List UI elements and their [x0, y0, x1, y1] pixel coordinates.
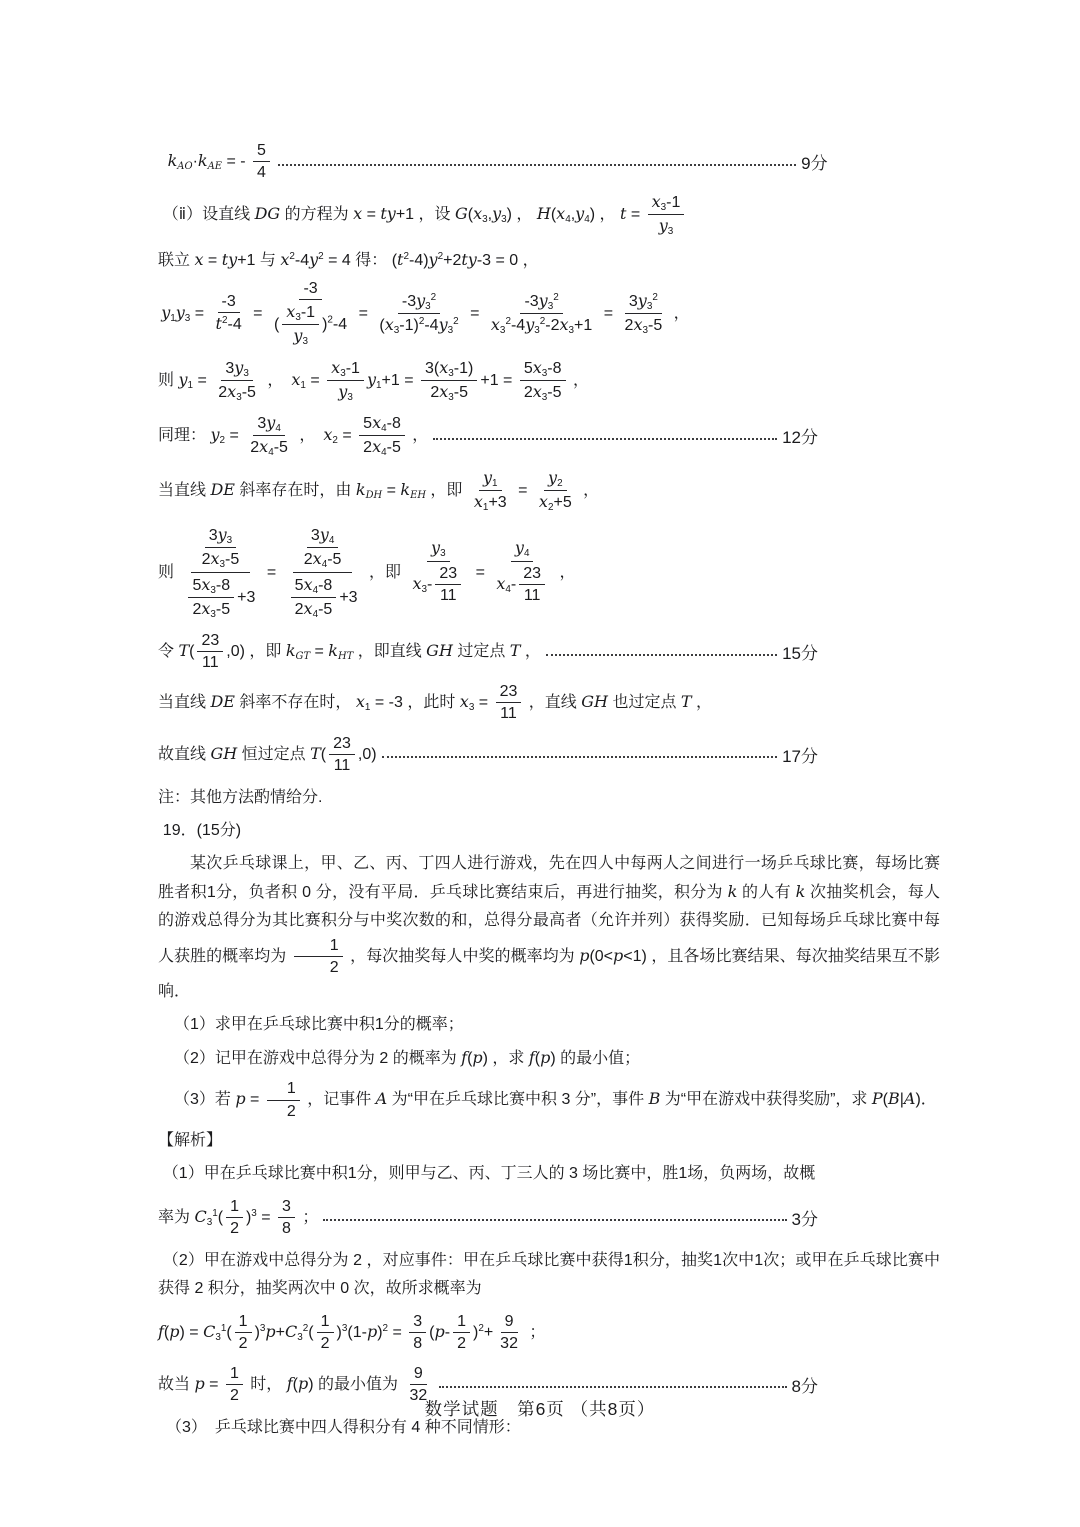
text-line — [158, 1160, 940, 1188]
line-text: （ⅱ）设直线 DG 的方程为 x = ty+1 ，设 $G(x_3,y_3)$ ， $H(x_4,y_4)$ ， t = $\frac{x_3-1}{y_3}$ — [163, 191, 688, 238]
line-text: 【解析】 — [158, 1131, 223, 1149]
fraction: $y_4$ $x_4-$ $\frac{23}{11}$ — [492, 538, 552, 605]
fraction: $\frac{9}{32}$ — [409, 1364, 428, 1404]
fraction: $\frac{1}{2}$ — [226, 1197, 243, 1238]
fraction: $\frac{y_1}{x_1+3}$ — [473, 468, 507, 514]
line-text: 同理： $y_2$ = $\frac{3y_4}{2x_4-5}$ ， $x_2$ = $\frac{5x_4-8}{2x_4-5}$ ， — [158, 413, 429, 459]
dotted-leader — [439, 1386, 786, 1388]
line-text: $k_{AO}\cdot k_{AE}$ = - $\frac{5}{4}$ — [168, 140, 273, 183]
formula-line — [158, 412, 818, 459]
fraction: $\frac{-3}{t^2-4}$ — [215, 293, 242, 334]
line-text: （1）求甲在乒乓球比赛中积1分的概率； — [174, 1016, 464, 1034]
fraction: $\frac{1}{2}$ — [235, 1312, 252, 1353]
fraction: $\frac{3y_4}{2x_4-5}$ $\frac{5x_4-8}{2x_4-5}$ +3 — [284, 524, 362, 621]
line-text: 19．(15分) — [162, 822, 242, 839]
fraction: $\frac{3y_4}{2x_4-5}$ — [250, 413, 288, 459]
line-text: （2）甲在游戏中总得分为 2 ，对应事件：甲在乒乓球比赛中获得1积分，抽奖1次中1次；或甲在乒乓球比赛中获得 2 积分，抽奖两次中 0 次，故所求概率为 — [158, 1252, 940, 1298]
formula-line — [158, 630, 818, 673]
fraction: $\frac{23}{11}$ — [197, 631, 223, 672]
fraction: $\frac{x_3-1}{y_3}$ — [327, 358, 364, 403]
dotted-leader — [546, 654, 777, 656]
fraction: $\frac{1}{2}$ — [267, 1079, 300, 1120]
fraction: $\frac{23}{11}$ — [329, 734, 355, 775]
formula-line — [158, 1196, 818, 1239]
line-text: 率为 $C_3^1$( $\frac{1}{2}$ )$^3$ = $\frac{3}{8}$ ； — [158, 1197, 319, 1237]
line-text: $f(p) = C_3^1$( $\frac{1}{2}$ )$^3p+C_3^2$( $\frac{1}{2}$ )$^3(1-p)^2$ = $\frac{3}{8}$ (p- $\frac{1}{2}$ )$^2$+ $\frac{9}{32}$ ； — [158, 1313, 546, 1353]
text-line — [158, 1078, 940, 1121]
formula-line — [158, 357, 940, 404]
fraction: $\frac{1}{2}$ — [453, 1312, 470, 1353]
line-text: 则 $\frac{3y_3}{2x_3-5}$ $\frac{5x_3-8}{2x_3-5}$ +3 = $\frac{3y_4}{2x_4-5}$ $\frac{5x_4-8}{2x_4-5}$ +3 ，即 $y_3$ $x_3-$ $\frac{23}{11}$ = $y_4$ $x_4-$ $\frac{23}{11}$ ， — [158, 524, 576, 620]
page-footer: 数学试题 第6页 （共8页） — [424, 1399, 656, 1419]
dotted-leader — [433, 438, 777, 440]
fraction: $\frac{5x_4-8}{2x_4-5}$ — [291, 575, 337, 620]
line-text: 故直线 GH 恒过定点 T( $\frac{23}{11}$ ,0) — [158, 734, 377, 774]
fraction: $\frac{5x_3-8}{2x_3-5}$ — [520, 358, 566, 403]
line-text: （3） 乒乓球比赛中四人得积分有 4 种不同情形： — [166, 1418, 521, 1436]
fraction: $\frac{1}{2}$ — [226, 1364, 243, 1405]
fraction: $\frac{x_3-1}{y_3}$ — [648, 192, 685, 237]
formula-line — [158, 1311, 940, 1354]
line-text: 当直线 DE 斜率存在时，由 $k_{DH} = k_{EH}$ ，即 $\frac{y_1}{x_1+3}$ = $\frac{y_2}{x_2+5}$ ， — [158, 468, 600, 514]
formula-line — [158, 523, 940, 622]
fraction: $\frac{23}{11}$ — [496, 682, 522, 723]
line-text: （1）甲在乒乓球比赛中积1分，则甲与乙、丙、丁三人的 3 场比赛中，胜1场，负两场，故概 — [162, 1164, 816, 1182]
line-text: 当直线 DE 斜率不存在时， $x_1 = -3$ ，此时 $x_3$ = $\frac{23}{11}$ ，直线 GH 也过定点 T ， — [158, 683, 713, 723]
line-text: 故当 p = $\frac{1}{2}$ 时， f(p) 的最小值为 $\frac{9}{32}$ — [158, 1363, 434, 1406]
dotted-leader — [323, 1219, 786, 1221]
formula-line — [158, 681, 940, 724]
text-line — [158, 850, 940, 1006]
fraction: $\frac{3y_3^2}{2x_3-5}$ — [624, 290, 663, 336]
fraction: $\frac{1}{2}$ — [294, 936, 343, 977]
fraction: $\frac{3}{8}$ — [409, 1312, 426, 1353]
dotted-leader — [382, 756, 778, 758]
fraction: $\frac{3y_3}{2x_3-5}$ $\frac{5x_3-8}{2x_3-5}$ +3 — [181, 524, 259, 621]
score-mark: 3分 — [791, 1209, 818, 1229]
fraction: $y_3$ $x_3-$ $\frac{23}{11}$ — [408, 538, 468, 605]
fraction: $\frac{3}{8}$ — [278, 1197, 295, 1238]
fraction: $\frac{3(x_3-1)}{2x_3-5}$ — [421, 358, 477, 403]
fraction: $\frac{5}{4}$ — [253, 141, 270, 182]
fraction: $\frac{-3y_3^2}{(x_3-1)^2-4y_3^2}$ — [379, 290, 459, 336]
score-mark: 9分 — [801, 154, 828, 174]
score-mark: 15分 — [782, 644, 818, 664]
fraction: $\frac{23}{11}$ — [435, 564, 461, 605]
formula-line — [158, 467, 940, 514]
dotted-leader — [278, 164, 796, 166]
fraction: $\frac{3y_3}{2x_3-5}$ — [201, 524, 240, 570]
fraction: $\frac{x_3-1}{y_3}$ — [282, 302, 319, 347]
line-text: 联立 x = ty+1 与 $x^2-4y^2 = 4$ 得： $(t^2-4)y^2+2ty-3 = 0$ ， — [158, 249, 539, 269]
line-text: 则 $y_1$ = $\frac{3y_3}{2x_3-5}$ ， $x_1$ = $\frac{x_3-1}{y_3}$ $y_1+1$ = $\frac{3(x_3-1)}{2x_3-5}$ +1 = $\frac{5x_3-8}{2x_3-5}$ ， — [158, 357, 589, 404]
text-line — [158, 1011, 940, 1039]
score-mark: 12分 — [782, 428, 818, 448]
text-line — [158, 1044, 940, 1073]
fraction: $\frac{y_2}{x_2+5}$ — [538, 468, 572, 514]
line-text: 令 T( $\frac{23}{11}$ ,0) ，即 $k_{GT} = k_{HT}$ ，即直线 GH 过定点 T ， — [158, 631, 541, 672]
fraction: $\frac{5x_4-8}{2x_4-5}$ — [359, 413, 405, 458]
formula-line — [158, 191, 940, 238]
fraction: $\frac{5x_3-8}{2x_3-5}$ — [188, 575, 234, 620]
line-text: 某次乒乓球课上，甲、乙、丙、丁四人进行游戏，先在四人中每两人之间进行一场乒乓球比赛，每场比赛胜者积1分，负者积 0 分，没有平局．乒乓球比赛结束后，再进行抽奖，积分为 k 的人有 k 次抽奖机会，每人的游戏总得分为其比赛积分与中奖次数的和，总得分最高者（允许并列）获得奖励．已知每场乒乓球比赛中每人获胜的概率均为 $\frac{1}{2}$ ，每次抽奖每人中奖的概率均为 p(0<p<1) ，且各场比赛结果、每次抽奖结果互不影响． — [158, 855, 940, 1001]
line-text: （2）记甲在游戏中总得分为 2 的概率为 f(p) ，求 f(p) 的最小值； — [174, 1048, 641, 1068]
fraction: $\frac{23}{11}$ — [519, 564, 545, 605]
score-mark: 8分 — [791, 1376, 818, 1396]
fraction: $\frac{-3y_3^2}{x_3^2-4y_3^2-2x_3+1}$ — [490, 290, 593, 336]
text-line — [158, 1127, 940, 1155]
text-line — [158, 1247, 940, 1303]
fraction: -3 ( $\frac{x_3-1}{y_3}$ )$^2$-4 — [273, 279, 348, 348]
score-mark: 17分 — [782, 746, 818, 766]
line-text: 注：其他方法酌情给分. — [158, 789, 323, 806]
formula-line — [158, 278, 940, 349]
text-line — [158, 784, 940, 812]
fraction: $\frac{3y_4}{2x_4-5}$ — [303, 524, 342, 570]
line-text: $y_1y_3$ = $\frac{-3}{t^2-4}$ = -3 ( $\frac{x_3-1}{y_3}$ )$^2$-4 = $\frac{-3y_3^2}{(x_3-1)^2-4y_3^2}$ = $\frac{-3y_3^2}{x_3^2-4y_3^2-2x_3+1}$ = $\frac{3y_3^2}{2x_3-5}$ ， — [161, 279, 690, 348]
fraction: $\frac{1}{2}$ — [317, 1312, 334, 1353]
fraction: $\frac{9}{32}$ — [500, 1313, 518, 1353]
formula-line — [158, 733, 818, 776]
formula-line — [158, 247, 940, 270]
text-line — [158, 817, 940, 845]
fraction: $\frac{3y_3}{2x_3-5}$ — [218, 357, 256, 404]
formula-line — [158, 140, 828, 183]
line-text: （3）若 p = $\frac{1}{2}$ ，记事件 A 为“甲在乒乓球比赛中积 3 分”，事件 B 为“甲在游戏中获得奖励”，求 P(B|A)． — [174, 1080, 937, 1120]
solution-content — [158, 132, 940, 1447]
